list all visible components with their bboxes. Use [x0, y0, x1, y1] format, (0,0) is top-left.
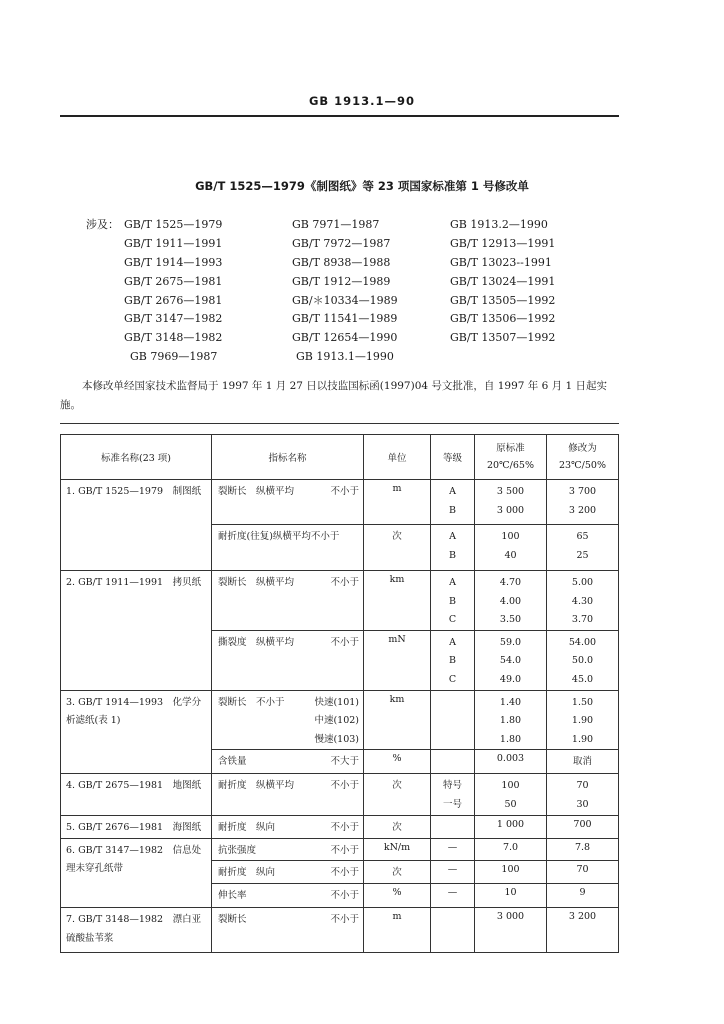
- grade-cell: [431, 630, 475, 690]
- affected-item: GB/T 13506—1992: [450, 312, 556, 326]
- affected-item: GB/T 7972—1987: [292, 236, 391, 250]
- original-value: 40: [504, 549, 517, 561]
- grade-value: C: [448, 614, 457, 625]
- document-title: GB/T 1525—1979《制图纸》等 23 项国家标准第 1 号修改单: [195, 179, 529, 193]
- grade-value: B: [449, 655, 456, 666]
- original-value-cell: 10: [475, 884, 547, 908]
- indicator-condition: 不小于: [330, 844, 359, 856]
- affected-item: GB/T 13507—1992: [450, 331, 556, 345]
- indicator-name: 裂断长 纵横平均: [218, 486, 295, 497]
- revised-value: 65: [576, 531, 589, 542]
- original-value: 59.0: [499, 636, 522, 648]
- header-revised-line2: 23℃/50%: [558, 460, 607, 471]
- header-grade: 等级: [431, 435, 475, 480]
- header-revised-line1: 修改为: [568, 443, 597, 454]
- grade-cell: [431, 480, 475, 525]
- indicator-name: 伸长率: [218, 890, 247, 901]
- approval-note: 本修改单经国家技术监督局于 1997 年 1 月 27 日以技监国标函(1997)04 号文批准，自 1997 年 6 月 1 日起实施。: [60, 380, 608, 411]
- standard-name-line: 理未穿孔纸带: [66, 863, 124, 874]
- table-row: [61, 690, 619, 750]
- indicator-cell: [212, 525, 364, 571]
- affected-item: GB 7971—1987: [292, 218, 380, 231]
- unit-cell: mN: [364, 630, 431, 690]
- indicator-cell: [212, 774, 364, 816]
- unit-cell: km: [364, 571, 431, 631]
- affected-item: GB/T 1525—1979: [124, 218, 223, 231]
- speed-label: 中速(102): [314, 715, 359, 726]
- original-value-cell: [475, 690, 547, 750]
- indicator-cell: [212, 838, 364, 861]
- revised-value-cell: 70: [547, 861, 619, 884]
- original-value-cell: 0.003: [475, 750, 547, 774]
- grade-cell: —: [431, 861, 475, 884]
- revised-value-cell: 9: [547, 884, 619, 908]
- affected-item: GB/T 2676—1981: [124, 293, 223, 307]
- affected-item: GB/T 3147—1982: [124, 312, 223, 326]
- affected-item: GB/T 2675—1981: [124, 274, 223, 288]
- original-value: 3 000: [496, 504, 525, 516]
- affected-item: GB/T 1911—1991: [124, 236, 223, 250]
- standard-name-cell: 2. GB/T 1911—1991 拷贝纸: [61, 571, 212, 691]
- standard-name-line: 硫酸盐苇浆: [66, 932, 114, 944]
- original-value-cell: 7.0: [475, 838, 547, 861]
- affected-item: GB/T 8938—1988: [292, 255, 391, 269]
- standard-name-cell: [61, 838, 212, 908]
- grade-value: C: [448, 673, 457, 685]
- standard-name-line: 7. GB/T 3148—1982 漂白亚: [66, 914, 202, 925]
- header-unit: 单位: [364, 435, 431, 480]
- original-value: 100: [501, 780, 520, 791]
- revised-value: 3 700: [568, 486, 597, 497]
- revised-value-cell: [547, 690, 619, 750]
- header-standard-name: 标准名称(23 项): [61, 435, 212, 480]
- grade-value: A: [449, 531, 456, 542]
- affected-item: GB 7969—1987: [130, 350, 218, 364]
- original-value: 4.00: [499, 595, 522, 607]
- original-value-cell: [475, 525, 547, 571]
- unit-cell: 次: [364, 774, 431, 816]
- standard-name-line: 3. GB/T 1914—1993 化学分: [66, 696, 202, 708]
- indicator-name: 抗张强度: [218, 844, 257, 856]
- revised-value-cell: [547, 774, 619, 816]
- affected-item: GB 1913.2—1990: [450, 218, 548, 231]
- indicator-name: 耐折度(往复)纵横平均不小于: [218, 531, 340, 542]
- original-value-cell: [475, 480, 547, 525]
- original-value-cell: 100: [475, 861, 547, 884]
- revised-value-cell: [547, 480, 619, 525]
- original-value-cell: [475, 630, 547, 690]
- affected-item: GB/T 13505—1992: [450, 293, 556, 307]
- revised-value: 1.90: [571, 715, 594, 726]
- indicator-cell: [212, 571, 364, 631]
- grade-cell: [431, 908, 475, 953]
- original-value: 1.40: [499, 696, 522, 708]
- header-rule: [60, 115, 619, 117]
- grade-value: A: [449, 577, 456, 588]
- grade-cell: [431, 816, 475, 839]
- standard-name-line: 析滤纸(表 1): [66, 715, 121, 726]
- standard-name-cell: 4. GB/T 2675—1981 地图纸: [61, 774, 212, 816]
- revised-value: 70: [576, 780, 589, 791]
- standard-name-line: 6. GB/T 3147—1982 信息处: [66, 844, 202, 856]
- unit-cell: km: [364, 690, 431, 750]
- standard-name-cell: 5. GB/T 2676—1981 海图纸: [61, 816, 212, 839]
- grade-cell: [431, 571, 475, 631]
- table-row: [61, 571, 619, 631]
- original-value: 50: [504, 798, 517, 810]
- indicator-condition: 不小于: [330, 890, 359, 901]
- grade-value: B: [449, 504, 456, 516]
- grade-value: 一号: [442, 798, 462, 810]
- affected-item: GB 1913.1—1990: [296, 350, 394, 364]
- indicator-condition: 不小于: [330, 867, 359, 878]
- original-value: 1.80: [499, 715, 522, 726]
- grade-value: A: [449, 636, 456, 648]
- revised-value-cell: 取消: [547, 750, 619, 774]
- indicator-cell: [212, 690, 364, 750]
- indicator-condition: 不小于: [330, 914, 359, 925]
- unit-cell: %: [364, 884, 431, 908]
- original-value-cell: [475, 774, 547, 816]
- affected-item: GB/T 12654—1990: [292, 331, 398, 345]
- revised-value: 1.50: [571, 696, 594, 708]
- header-original: [475, 435, 547, 480]
- revised-value: 54.00: [568, 636, 597, 648]
- table-row: [61, 838, 619, 861]
- original-value: 100: [501, 531, 520, 542]
- revised-value: 3 200: [568, 504, 597, 516]
- revised-value-cell: 3 200: [547, 908, 619, 953]
- amendment-table: [60, 434, 619, 953]
- indicator-cell: [212, 630, 364, 690]
- grade-value: B: [449, 595, 456, 607]
- indicator-cell: [212, 861, 364, 884]
- unit-cell: %: [364, 750, 431, 774]
- table-row: [61, 908, 619, 953]
- indicator-condition: 不小于: [330, 822, 359, 833]
- original-value-cell: 3 000: [475, 908, 547, 953]
- section-rule: [60, 423, 619, 424]
- unit-cell: 次: [364, 816, 431, 839]
- unit-cell: 次: [364, 861, 431, 884]
- unit-cell: 次: [364, 525, 431, 571]
- revised-value: 5.00: [571, 577, 594, 588]
- table-header-row: [61, 435, 619, 480]
- unit-cell: m: [364, 908, 431, 953]
- revised-value: 1.90: [571, 733, 594, 745]
- indicator-name: 裂断长: [218, 914, 247, 925]
- revised-value: 30: [576, 798, 589, 810]
- original-value: 3.50: [499, 614, 522, 625]
- affected-item: GB/T 3148—1982: [124, 331, 223, 345]
- affected-item: GB/T 11541—1989: [292, 312, 398, 326]
- revised-value-cell: 7.8: [547, 838, 619, 861]
- grade-value: 特号: [442, 780, 462, 791]
- revised-value: 50.0: [571, 655, 594, 666]
- revised-value-cell: [547, 525, 619, 571]
- original-value: 4.70: [499, 577, 522, 588]
- header-original-line2: 20℃/65%: [486, 460, 535, 471]
- affected-item: GB/T 12913—1991: [450, 236, 556, 250]
- grade-cell: [431, 525, 475, 571]
- table-row: [61, 816, 619, 839]
- affected-lead: 涉及：: [86, 218, 119, 231]
- indicator-name: 耐折度 纵横平均: [218, 780, 295, 791]
- standard-name-cell: 1. GB/T 1525—1979 制图纸: [61, 480, 212, 571]
- indicator-condition: 不小于: [330, 486, 359, 497]
- grade-cell: [431, 774, 475, 816]
- original-value: 49.0: [499, 673, 522, 685]
- header-original-line1: 原标准: [496, 443, 525, 454]
- affected-standards-list: [86, 216, 598, 367]
- original-value-cell: [475, 571, 547, 631]
- indicator-name: 耐折度 纵向: [218, 822, 276, 833]
- grade-cell: —: [431, 838, 475, 861]
- indicator-name: 耐折度 纵向: [218, 867, 276, 878]
- original-value: 3 500: [496, 486, 525, 497]
- revised-value: 45.0: [571, 673, 594, 685]
- speed-label: 慢速(103): [314, 733, 359, 745]
- unit-cell: m: [364, 480, 431, 525]
- affected-item: GB/T 13023--1991: [450, 255, 552, 269]
- revised-value-cell: [547, 571, 619, 631]
- affected-item: GB/T 1914—1993: [124, 255, 223, 269]
- affected-item: GB/＊10334—1989: [292, 293, 398, 307]
- header-indicator: 指标名称: [212, 435, 364, 480]
- indicator-cell: [212, 908, 364, 953]
- indicator-condition: 不大于: [330, 756, 359, 767]
- original-value-cell: 1 000: [475, 816, 547, 839]
- indicator-name: 含铁量: [218, 756, 247, 767]
- indicator-condition: 不小于: [330, 577, 359, 588]
- speed-label: 快速(101): [314, 696, 359, 708]
- grade-value: B: [449, 549, 456, 561]
- indicator-cell: [212, 884, 364, 908]
- header-revised: [547, 435, 619, 480]
- grade-cell: [431, 690, 475, 750]
- grade-cell: [431, 750, 475, 774]
- revised-value-cell: [547, 630, 619, 690]
- page-header: GB 1913.1—90: [308, 94, 416, 108]
- indicator-name: 裂断长 不小于: [218, 696, 285, 708]
- original-value: 54.0: [499, 655, 522, 666]
- revised-value: 4.30: [571, 595, 594, 607]
- revised-value-cell: 700: [547, 816, 619, 839]
- affected-item: GB/T 13024—1991: [450, 274, 556, 288]
- unit-cell: kN/m: [364, 838, 431, 861]
- affected-item: GB/T 1912—1989: [292, 274, 391, 288]
- indicator-condition: 不小于: [330, 636, 359, 648]
- table-row: [61, 480, 619, 525]
- indicator-cell: [212, 816, 364, 839]
- standard-name-cell: [61, 908, 212, 953]
- indicator-cell: [212, 480, 364, 525]
- indicator-name: 撕裂度 纵横平均: [218, 636, 295, 648]
- indicator-cell: [212, 750, 364, 774]
- indicator-name: 裂断长 纵横平均: [218, 577, 295, 588]
- grade-value: A: [449, 486, 456, 497]
- standard-name-cell: [61, 690, 212, 774]
- original-value: 1.80: [499, 733, 522, 745]
- revised-value: 3.70: [571, 614, 594, 625]
- table-row: [61, 774, 619, 816]
- revised-value: 25: [576, 549, 589, 561]
- grade-cell: —: [431, 884, 475, 908]
- indicator-condition: 不小于: [330, 780, 359, 791]
